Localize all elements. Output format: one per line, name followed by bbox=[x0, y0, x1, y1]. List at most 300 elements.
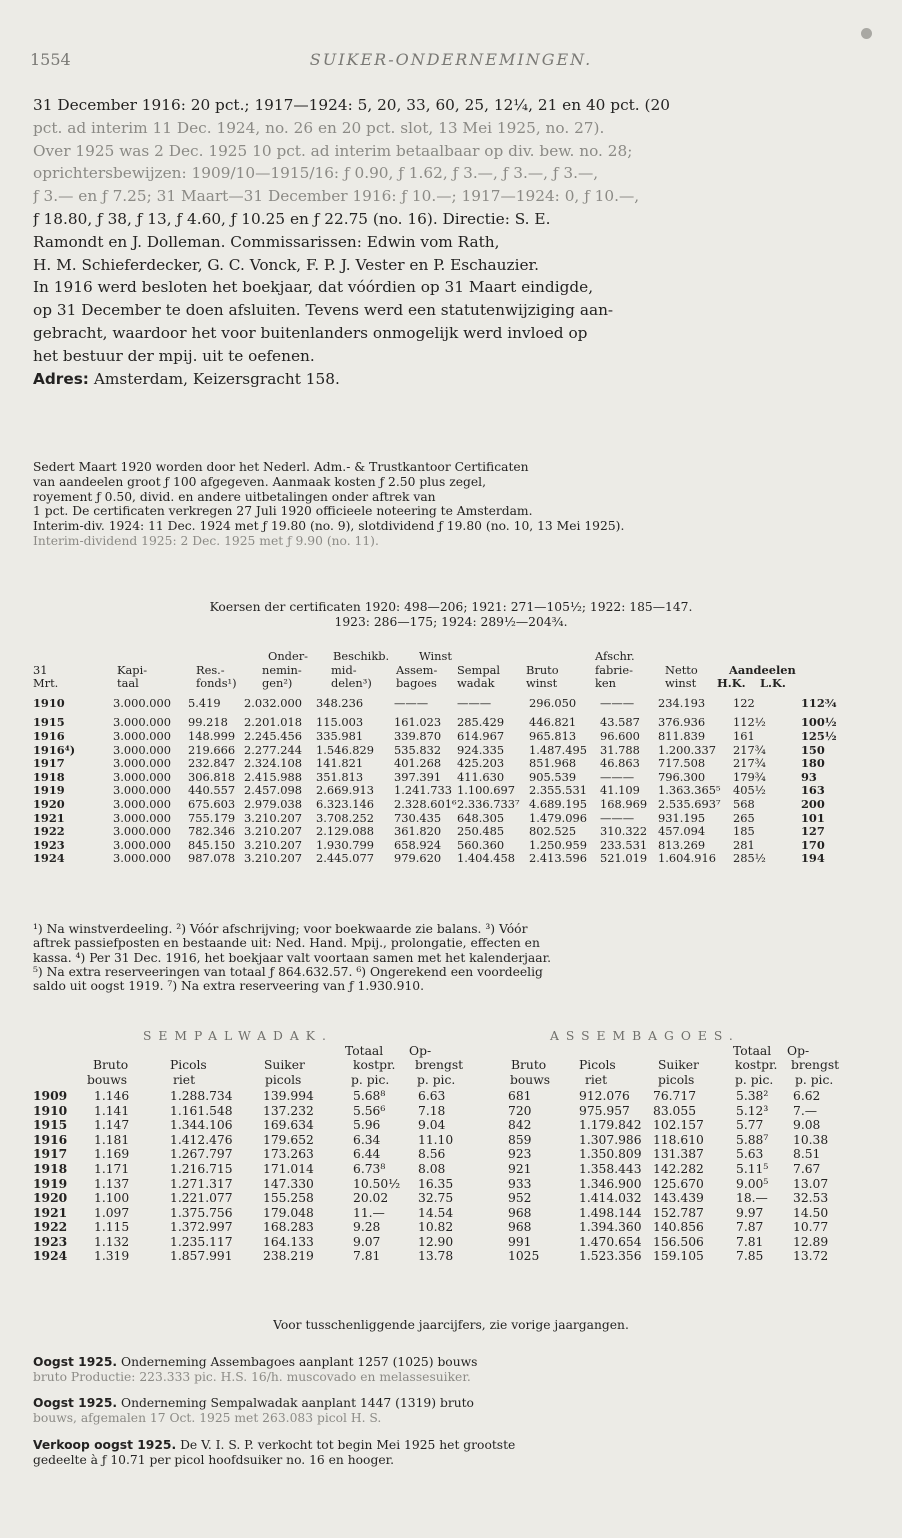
fin-table-cell: 3.708.252 bbox=[316, 810, 374, 825]
footnote-line: saldo uit oogst 1919. ⁷) Na extra reserveering van ƒ 1.930.910. bbox=[33, 979, 425, 994]
running-header bbox=[30, 50, 872, 74]
prod-table-cell: 125.670 bbox=[653, 1176, 704, 1191]
prod-table-cell: 1.523.356 bbox=[579, 1249, 642, 1264]
fin-table-cell: 219.666 bbox=[188, 742, 236, 757]
fin-table-cell: 2.201.018 bbox=[244, 715, 302, 730]
fin-table-cell: 127 bbox=[801, 824, 825, 839]
fin-table-cell: 200 bbox=[801, 797, 825, 811]
oogst-text: Onderneming Sempalwadak aanplant 1447 (1319) bruto bbox=[121, 1396, 474, 1410]
fin-table-cell: 285.429 bbox=[457, 715, 505, 730]
fin-table-cell: 217¾ bbox=[733, 756, 766, 771]
fin-table-cell: 2.328.601⁶ bbox=[394, 797, 457, 811]
prod-table-cell: 1917 bbox=[33, 1146, 68, 1162]
prod-table-cell: 1.414.032 bbox=[579, 1191, 642, 1206]
prod-table-cell: 1.146 bbox=[94, 1089, 130, 1104]
prod-table-cell: 83.055 bbox=[653, 1103, 697, 1118]
fin-table-cell: 1920 bbox=[33, 797, 65, 811]
oogst-label: Oogst 1925. bbox=[33, 1355, 118, 1369]
fin-table-header-cell: Netto bbox=[665, 662, 698, 677]
fin-table-cell: 285½ bbox=[733, 851, 766, 866]
prod-table-cell: 12.89 bbox=[793, 1234, 829, 1249]
prod-header-cell: brengst bbox=[415, 1058, 464, 1073]
koersen-paragraph bbox=[33, 600, 869, 630]
fin-table-cell: 3.000.000 bbox=[113, 797, 171, 811]
prod-table-cell: 842 bbox=[508, 1118, 532, 1133]
fin-table-cell: 2.277.244 bbox=[244, 742, 302, 757]
prod-table-cell: 1920 bbox=[33, 1190, 68, 1206]
fin-table-cell: 1.100.697 bbox=[457, 783, 515, 798]
fin-table-cell: 3.000.000 bbox=[113, 783, 171, 798]
prod-table-cell: 6.44 bbox=[353, 1147, 381, 1162]
prod-table-cell: 991 bbox=[508, 1234, 532, 1249]
prod-table-cell: 1918 bbox=[33, 1160, 68, 1176]
fin-table-cell: 125½ bbox=[801, 729, 837, 743]
prod-table-cell: 20.02 bbox=[353, 1191, 389, 1206]
prod-table-cell: 8.08 bbox=[418, 1161, 446, 1176]
prod-table-cell: 1924 bbox=[33, 1248, 68, 1264]
fin-table-cell: 234.193 bbox=[658, 695, 706, 710]
prod-table-cell: 131.387 bbox=[653, 1147, 704, 1162]
cert-line: Interim-dividend 1925: 2 Dec. 1925 met ƒ 9.90 (no. 11). bbox=[33, 533, 379, 548]
prod-table-cell: 142.282 bbox=[653, 1161, 704, 1176]
address-line bbox=[33, 368, 869, 391]
fin-table-cell: ——— bbox=[457, 695, 492, 710]
fin-table-cell: 250.485 bbox=[457, 824, 505, 839]
prod-table-cell: 1921 bbox=[33, 1204, 68, 1220]
prod-table-cell: 1.288.734 bbox=[170, 1089, 233, 1104]
cert-line: van aandeelen groot ƒ 100 afgegeven. Aanmaak kosten ƒ 2.50 plus zegel, bbox=[33, 474, 487, 489]
fin-table-cell: 1.479.096 bbox=[529, 810, 587, 825]
fin-table-cell: 93 bbox=[801, 769, 817, 784]
fin-table-cell: 1.250.959 bbox=[529, 837, 587, 852]
prod-table-cell: 11.10 bbox=[418, 1132, 454, 1147]
fin-table-cell: 115.003 bbox=[316, 715, 364, 730]
fin-table-cell: 987.078 bbox=[188, 851, 236, 866]
prod-table-cell: 1.372.997 bbox=[170, 1220, 233, 1235]
fin-table-header-cell: 31 bbox=[33, 662, 48, 677]
verkoop-text: gedeelte à ƒ 10.71 per picol hoofdsuiker no. 16 en hooger. bbox=[33, 1452, 395, 1467]
fin-table-cell: 170 bbox=[801, 837, 825, 852]
intro-line: ƒ 3.— en ƒ 7.25; 31 Maart—31 December 1916: ƒ 10.—; 1917—1924: 0, ƒ 10.—, bbox=[33, 187, 640, 206]
fin-table-header-cell: Mrt. bbox=[33, 676, 59, 691]
fin-table-cell: 161.023 bbox=[394, 715, 442, 730]
prod-table-cell: 1.137 bbox=[94, 1176, 130, 1191]
fin-table-cell: 194 bbox=[801, 851, 825, 866]
fin-table-cell: 1.200.337 bbox=[658, 742, 716, 757]
prod-table-cell: 10.50½ bbox=[353, 1176, 401, 1191]
fin-table-cell: 2.245.456 bbox=[244, 729, 302, 743]
prod-table-cell: 1.271.317 bbox=[170, 1176, 233, 1191]
fin-table-cell: 521.019 bbox=[600, 851, 648, 866]
fin-table-cell: 1921 bbox=[33, 810, 65, 825]
prod-table-cell: 156.506 bbox=[653, 1234, 704, 1249]
prod-table-cell: 5.96 bbox=[353, 1118, 381, 1133]
prod-table-cell: 1.319 bbox=[94, 1249, 130, 1264]
intro-line: gebracht, waardoor het voor buitenlanders onmogelijk werd invloed op bbox=[33, 323, 588, 342]
prod-header-cell: kostpr. bbox=[735, 1058, 778, 1073]
prod-table-cell: 1.350.809 bbox=[579, 1147, 642, 1162]
prod-table-cell: 1.216.715 bbox=[170, 1161, 233, 1176]
prod-header-cell: Totaal bbox=[733, 1043, 772, 1058]
prod-table-cell: 1.344.106 bbox=[170, 1118, 233, 1133]
fin-table-cell: 782.346 bbox=[188, 824, 236, 839]
prod-table-cell: 152.787 bbox=[653, 1205, 704, 1220]
prod-table-cell: 32.53 bbox=[793, 1191, 829, 1206]
prod-table-cell: 6.73⁸ bbox=[353, 1161, 386, 1176]
fin-table-cell: 1.487.495 bbox=[529, 742, 587, 757]
prod-table-cell: 102.157 bbox=[653, 1118, 704, 1133]
fin-table-cell: 457.094 bbox=[658, 824, 706, 839]
fin-table-cell: 101 bbox=[801, 810, 825, 825]
prod-table-cell: 7.— bbox=[793, 1103, 818, 1118]
intro-line: In 1916 werd besloten het boekjaar, dat vóórdien op 31 Maart eindigde, bbox=[33, 278, 594, 297]
prod-table-cell: 5.11⁵ bbox=[736, 1161, 769, 1176]
cert-line: Interim-div. 1924: 11 Dec. 1924 met ƒ 19.80 (no. 9), slotdividend ƒ 19.80 (no. 10, 13 Mei 1925). bbox=[33, 519, 625, 534]
fin-table-cell: 180 bbox=[801, 756, 825, 771]
prod-table-cell: 720 bbox=[508, 1103, 532, 1118]
prod-table-cell: 923 bbox=[508, 1147, 532, 1162]
fin-table-cell: 648.305 bbox=[457, 810, 505, 825]
fin-table-cell: 1918 bbox=[33, 769, 65, 784]
fin-table-cell: 150 bbox=[801, 742, 825, 757]
prod-table-cell: 18.— bbox=[736, 1191, 768, 1206]
intro-line: op 31 December te doen afsluiten. Tevens werd een statutenwijziging aan- bbox=[33, 301, 614, 320]
fin-table-header-cell: winst bbox=[526, 676, 558, 691]
prod-table-cell: 1.267.797 bbox=[170, 1147, 233, 1162]
prod-table-cell: 1.394.360 bbox=[579, 1220, 642, 1235]
prod-table-cell: 1.358.443 bbox=[579, 1161, 642, 1176]
prod-table-cell: 1.470.654 bbox=[579, 1234, 642, 1249]
page-number: 1554 bbox=[30, 50, 71, 69]
fin-table-cell: 2.457.098 bbox=[244, 783, 302, 798]
prod-table-cell: 1.171 bbox=[94, 1161, 130, 1176]
prod-table-cell: 968 bbox=[508, 1220, 532, 1235]
fin-table-cell: 411.630 bbox=[457, 769, 505, 784]
fin-table-cell: 905.539 bbox=[529, 769, 577, 784]
fin-table-cell: 31.788 bbox=[600, 742, 640, 757]
fin-table-cell: 924.335 bbox=[457, 742, 505, 757]
fin-table-cell: 2.669.913 bbox=[316, 783, 374, 798]
fin-table-cell: 6.323.146 bbox=[316, 797, 374, 811]
prod-table-cell: 1922 bbox=[33, 1219, 68, 1235]
fin-table-cell: 96.600 bbox=[600, 729, 640, 743]
prod-table-cell: 11.— bbox=[353, 1205, 385, 1220]
prod-header-cell: Op- bbox=[787, 1043, 810, 1058]
prod-table-cell: 13.78 bbox=[418, 1249, 454, 1264]
fin-table-cell: ——— bbox=[600, 695, 635, 710]
oogst-text: bouws, afgemalen 17 Oct. 1925 met 263.083 picol H. S. bbox=[33, 1410, 382, 1425]
fin-table-header-cell: Sempal bbox=[457, 662, 501, 677]
fin-table-cell: 813.269 bbox=[658, 837, 706, 852]
fin-table-cell: 1919 bbox=[33, 783, 65, 798]
koersen-line: Koersen der certificaten 1920: 498—206; 1921: 271—105½; 1922: 185—147. bbox=[209, 600, 693, 614]
oogst-label: Oogst 1925. bbox=[33, 1396, 118, 1410]
fin-table-cell: 560.360 bbox=[457, 837, 505, 852]
prod-header-cell: picols bbox=[658, 1072, 695, 1087]
fin-table-cell: 2.324.108 bbox=[244, 756, 302, 771]
prod-table-cell: 1025 bbox=[508, 1249, 540, 1264]
fin-table-cell: 148.999 bbox=[188, 729, 236, 743]
fin-table-header-cell: Bruto bbox=[526, 662, 559, 677]
fin-table-cell: 3.000.000 bbox=[113, 695, 171, 710]
oogst-assembagoes bbox=[33, 1355, 869, 1385]
prod-table-cell: 7.87 bbox=[736, 1220, 764, 1235]
fin-table-cell: 1.241.733 bbox=[394, 783, 452, 798]
prod-table-cell: 8.56 bbox=[418, 1147, 446, 1162]
ink-spot-mark bbox=[861, 28, 872, 39]
fin-table-cell: 405½ bbox=[733, 783, 766, 798]
prod-table-cell: 1.235.117 bbox=[170, 1234, 233, 1249]
fin-table-cell: 141.821 bbox=[316, 756, 364, 771]
fin-table-cell: 1.930.799 bbox=[316, 837, 374, 852]
prod-table-cell: 139.994 bbox=[263, 1089, 314, 1104]
fin-table-cell: 3.000.000 bbox=[113, 756, 171, 771]
fin-table-cell: 1.604.916 bbox=[658, 851, 716, 866]
fin-table-cell: 2.445.077 bbox=[316, 851, 374, 866]
prod-header-cell: riet bbox=[173, 1072, 196, 1087]
prod-table-cell: 1.115 bbox=[94, 1220, 130, 1235]
prod-table-cell: 13.72 bbox=[793, 1249, 829, 1264]
fin-table-cell: 1916 bbox=[33, 729, 65, 743]
fin-table-cell: 658.924 bbox=[394, 837, 442, 852]
prod-table-cell: 1.169 bbox=[94, 1147, 130, 1162]
fin-table-cell: 440.557 bbox=[188, 783, 236, 798]
prod-table-cell: 9.08 bbox=[793, 1118, 821, 1133]
fin-table-cell: 281 bbox=[733, 837, 755, 852]
footnote-line: aftrek passiefposten en bestaande uit: Ned. Hand. Mpij., prolongatie, effecten en bbox=[33, 936, 540, 951]
fin-table-cell: 1910 bbox=[33, 695, 65, 710]
fin-table-header-cell: winst bbox=[665, 676, 697, 691]
prod-table-cell: 5.77 bbox=[736, 1118, 764, 1133]
prod-table-cell: 1.097 bbox=[94, 1205, 130, 1220]
prod-header-cell: Suiker bbox=[658, 1058, 699, 1073]
fin-table-cell: 3.000.000 bbox=[113, 742, 171, 757]
prod-table-cell: 681 bbox=[508, 1089, 532, 1104]
footnote-line: kassa. ⁴) Per 31 Dec. 1916, het boekjaar valt voortaan samen met het kalenderjaar. bbox=[33, 950, 552, 965]
fin-table-cell: 717.508 bbox=[658, 756, 706, 771]
prod-table-cell: 14.54 bbox=[418, 1205, 454, 1220]
fin-table-cell: 46.863 bbox=[600, 756, 640, 771]
prod-table-cell: 32.75 bbox=[418, 1191, 454, 1206]
prod-table-cell: 10.38 bbox=[793, 1132, 829, 1147]
intro-paragraph bbox=[33, 94, 869, 390]
prod-table-cell: 5.56⁶ bbox=[353, 1103, 386, 1118]
prod-header-cell: Picols bbox=[170, 1058, 207, 1073]
fin-table-cell: 5.419 bbox=[188, 695, 221, 710]
fin-table-header-cell: Res.- bbox=[196, 662, 225, 677]
address-text: Amsterdam, Keizersgracht 158. bbox=[93, 369, 340, 388]
intro-line: pct. ad interim 11 Dec. 1924, no. 26 en 20 pct. slot, 13 Mei 1925, no. 27). bbox=[33, 118, 605, 137]
intro-line: H. M. Schieferdecker, G. C. Vonck, F. P. J. Vester en P. Eschauzier. bbox=[33, 255, 540, 274]
fin-table-cell: 796.300 bbox=[658, 769, 706, 784]
fin-table-cell: 1924 bbox=[33, 851, 65, 866]
oogst-text: Onderneming Assembagoes aanplant 1257 (1025) bouws bbox=[121, 1355, 478, 1369]
prod-table-cell: 1.161.548 bbox=[170, 1103, 233, 1118]
prod-header-cell: brengst bbox=[791, 1058, 840, 1073]
prod-table-cell: 1923 bbox=[33, 1233, 68, 1249]
prod-header-cell: kostpr. bbox=[353, 1058, 396, 1073]
prod-header-cell: bouws bbox=[510, 1072, 551, 1087]
prod-table-cell: 1.857.991 bbox=[170, 1249, 233, 1264]
fin-table-cell: 3.000.000 bbox=[113, 769, 171, 784]
group-label-sempalwadak: SEMPALWADAK. bbox=[143, 1029, 333, 1043]
fin-table-cell: 3.210.207 bbox=[244, 810, 302, 825]
prod-table-cell: 173.263 bbox=[263, 1147, 314, 1162]
prod-table-cell: 1.412.476 bbox=[170, 1132, 233, 1147]
fin-table-cell: 755.179 bbox=[188, 810, 236, 825]
prod-table-cell: 13.07 bbox=[793, 1176, 829, 1191]
fin-table-cell: 675.603 bbox=[188, 797, 236, 811]
prod-table-cell: 143.439 bbox=[653, 1191, 704, 1206]
fin-table-cell: 112½ bbox=[733, 715, 766, 730]
fin-table-cell: 811.839 bbox=[658, 729, 706, 743]
fin-table-header-cell: H.K. bbox=[717, 676, 746, 691]
prod-header-cell: p. pic. bbox=[735, 1072, 774, 1087]
fin-table-cell: 41.109 bbox=[600, 783, 640, 798]
prod-header-cell: picols bbox=[265, 1072, 302, 1087]
prod-table-cell: 1.375.756 bbox=[170, 1205, 233, 1220]
prod-table-cell: 179.048 bbox=[263, 1205, 314, 1220]
fin-table-header-cell: wadak bbox=[457, 676, 495, 691]
fin-table-header-cell: bagoes bbox=[396, 676, 437, 691]
intro-line: het bestuur der mpij. uit te oefenen. bbox=[33, 346, 315, 365]
fin-table-cell: 2.032.000 bbox=[244, 695, 302, 710]
intro-line: Over 1925 was 2 Dec. 1925 10 pct. ad interim betaalbaar op div. bew. no. 28; bbox=[33, 141, 633, 160]
fin-table-header-cell: taal bbox=[117, 676, 139, 691]
prod-table-cell: 9.97 bbox=[736, 1205, 764, 1220]
prod-table-cell: 1909 bbox=[33, 1088, 68, 1104]
prod-table-cell: 1915 bbox=[33, 1117, 68, 1133]
fin-table-header-cell: Onder- bbox=[268, 649, 309, 663]
fin-table-cell: 851.968 bbox=[529, 756, 577, 771]
prod-table-cell: 859 bbox=[508, 1132, 532, 1147]
prod-table-cell: 8.51 bbox=[793, 1147, 821, 1162]
footnotes bbox=[33, 922, 869, 993]
prod-table-cell: 6.62 bbox=[793, 1089, 821, 1104]
fin-table-header-cell: Beschikb. bbox=[333, 649, 390, 663]
fin-table-header-cell: mid- bbox=[331, 662, 357, 677]
prod-table-cell: 118.610 bbox=[653, 1132, 704, 1147]
prod-table-cell: 168.283 bbox=[263, 1220, 314, 1235]
fin-table-cell: 185 bbox=[733, 824, 755, 839]
prod-table-cell: 5.38² bbox=[736, 1089, 769, 1104]
prod-table-cell: 1.179.842 bbox=[579, 1118, 642, 1133]
prod-table-cell: 6.63 bbox=[418, 1089, 446, 1104]
prod-table-cell: 1919 bbox=[33, 1175, 68, 1191]
fin-table-header-cell: Assem- bbox=[396, 662, 438, 677]
koersen-line: 1923: 286—175; 1924: 289½—204¾. bbox=[334, 614, 568, 629]
prod-header-cell: p. pic. bbox=[795, 1072, 834, 1087]
prod-header-cell: Picols bbox=[579, 1058, 616, 1073]
prod-table-cell: 171.014 bbox=[263, 1161, 314, 1176]
prod-table-cell: 7.85 bbox=[736, 1249, 764, 1264]
fin-table-cell: 730.435 bbox=[394, 810, 442, 825]
fin-table-cell: 2.413.596 bbox=[529, 851, 587, 866]
prod-table-cell: 9.00⁵ bbox=[736, 1176, 769, 1191]
prod-table-cell: 5.63 bbox=[736, 1147, 764, 1162]
fin-table-cell: 361.820 bbox=[394, 824, 442, 839]
intro-line: oprichtersbewijzen: 1909/10—1915/16: ƒ 0.90, ƒ 1.62, ƒ 3.—, ƒ 3.—, ƒ 3.—, bbox=[33, 164, 599, 183]
prod-table-cell: 1.147 bbox=[94, 1118, 130, 1133]
prod-table-cell: 140.856 bbox=[653, 1220, 704, 1235]
prod-table-cell: 137.232 bbox=[263, 1103, 314, 1118]
prod-table-cell: 10.77 bbox=[793, 1220, 829, 1235]
prod-header-cell: Bruto bbox=[93, 1058, 129, 1073]
prod-table-cell: 147.330 bbox=[263, 1176, 314, 1191]
fin-table-cell: 4.689.195 bbox=[529, 797, 587, 811]
fin-table-cell: 425.203 bbox=[457, 756, 505, 771]
verkoop-text: De V. I. S. P. verkocht tot begin Mei 1925 het grootste bbox=[180, 1438, 516, 1452]
prod-table-cell: 1916 bbox=[33, 1131, 68, 1147]
fin-table-cell: 3.000.000 bbox=[113, 824, 171, 839]
fin-table-cell: 1915 bbox=[33, 715, 65, 730]
fin-table-cell: 168.969 bbox=[600, 797, 648, 811]
fin-table-cell: 2.415.988 bbox=[244, 769, 302, 784]
fin-table-cell: 802.525 bbox=[529, 824, 577, 839]
prod-table-cell: 921 bbox=[508, 1161, 532, 1176]
fin-table-cell: 2.336.733⁷ bbox=[457, 797, 520, 811]
fin-table-cell: 310.322 bbox=[600, 824, 648, 839]
group-label-assembagoes: ASSEMBAGOES. bbox=[550, 1029, 740, 1043]
footnote-line: ¹) Na winstverdeeling. ²) Vóór afschrijving; voor boekwaarde zie balans. ³) Vóór bbox=[33, 922, 528, 936]
prod-table-cell: 155.258 bbox=[263, 1191, 314, 1206]
prod-header-cell: riet bbox=[585, 1072, 608, 1087]
fin-table-cell: 535.832 bbox=[394, 742, 442, 757]
fin-table-cell: 2.129.088 bbox=[316, 824, 374, 839]
prod-table-cell: 7.81 bbox=[736, 1234, 764, 1249]
production-note: Voor tusschenliggende jaarcijfers, zie vorige jaargangen. bbox=[273, 1318, 629, 1332]
prod-table-cell: 1.221.077 bbox=[170, 1191, 233, 1206]
prod-header-cell: p. pic. bbox=[351, 1072, 390, 1087]
fin-table-cell: 3.000.000 bbox=[113, 851, 171, 866]
prod-table-cell: 1.181 bbox=[94, 1132, 130, 1147]
fin-table-cell: 979.620 bbox=[394, 851, 442, 866]
intro-line: 31 December 1916: 20 pct.; 1917—1924: 5, 20, 33, 60, 25, 12¼, 21 en 40 pct. (20 bbox=[33, 96, 670, 114]
footnote-line: ⁵) Na extra reserveeringen van totaal ƒ 864.632.57. ⁶) Ongerekend een voordeelig bbox=[33, 964, 543, 979]
fin-table-cell: 122 bbox=[733, 695, 755, 710]
fin-table-cell: 351.813 bbox=[316, 769, 364, 784]
fin-table-cell: 376.936 bbox=[658, 715, 706, 730]
prod-table-cell: 238.219 bbox=[263, 1249, 314, 1264]
prod-table-cell: 912.076 bbox=[579, 1089, 630, 1104]
fin-table-header-cell: fonds¹) bbox=[196, 676, 237, 691]
fin-table-cell: 2.355.531 bbox=[529, 783, 587, 798]
fin-table-header-cell: fabrie- bbox=[595, 662, 633, 677]
running-title: SUIKER-ONDERNEMINGEN. bbox=[309, 50, 593, 69]
fin-table-cell: ——— bbox=[600, 810, 635, 825]
intro-line: ƒ 18.80, ƒ 38, ƒ 13, ƒ 4.60, ƒ 10.25 en ƒ 22.75 (no. 16). Directie: S. E. bbox=[33, 209, 551, 228]
prod-table-cell: 5.68⁸ bbox=[353, 1089, 386, 1104]
prod-table-cell: 7.18 bbox=[418, 1103, 446, 1118]
prod-table-cell: 975.957 bbox=[579, 1103, 630, 1118]
prod-table-cell: 9.28 bbox=[353, 1220, 381, 1235]
address-label: Adres: bbox=[33, 369, 89, 388]
fin-table-cell: 3.210.207 bbox=[244, 851, 302, 866]
prod-header-cell: Bruto bbox=[511, 1058, 547, 1073]
fin-table-cell: ——— bbox=[600, 769, 635, 784]
fin-table-cell: 2.979.038 bbox=[244, 797, 302, 811]
fin-table-header-cell: Afschr. bbox=[595, 649, 635, 663]
prod-table-cell: 1.346.900 bbox=[579, 1176, 642, 1191]
fin-table-cell: 233.531 bbox=[600, 837, 648, 852]
prod-table-cell: 952 bbox=[508, 1191, 532, 1206]
fin-table-cell: 965.813 bbox=[529, 729, 577, 743]
prod-header-cell: bouws bbox=[87, 1072, 128, 1087]
fin-table-cell: 568 bbox=[733, 797, 755, 811]
fin-table-cell: 1917 bbox=[33, 756, 65, 771]
prod-table-cell: 179.652 bbox=[263, 1132, 314, 1147]
fin-table-cell: 3.210.207 bbox=[244, 837, 302, 852]
